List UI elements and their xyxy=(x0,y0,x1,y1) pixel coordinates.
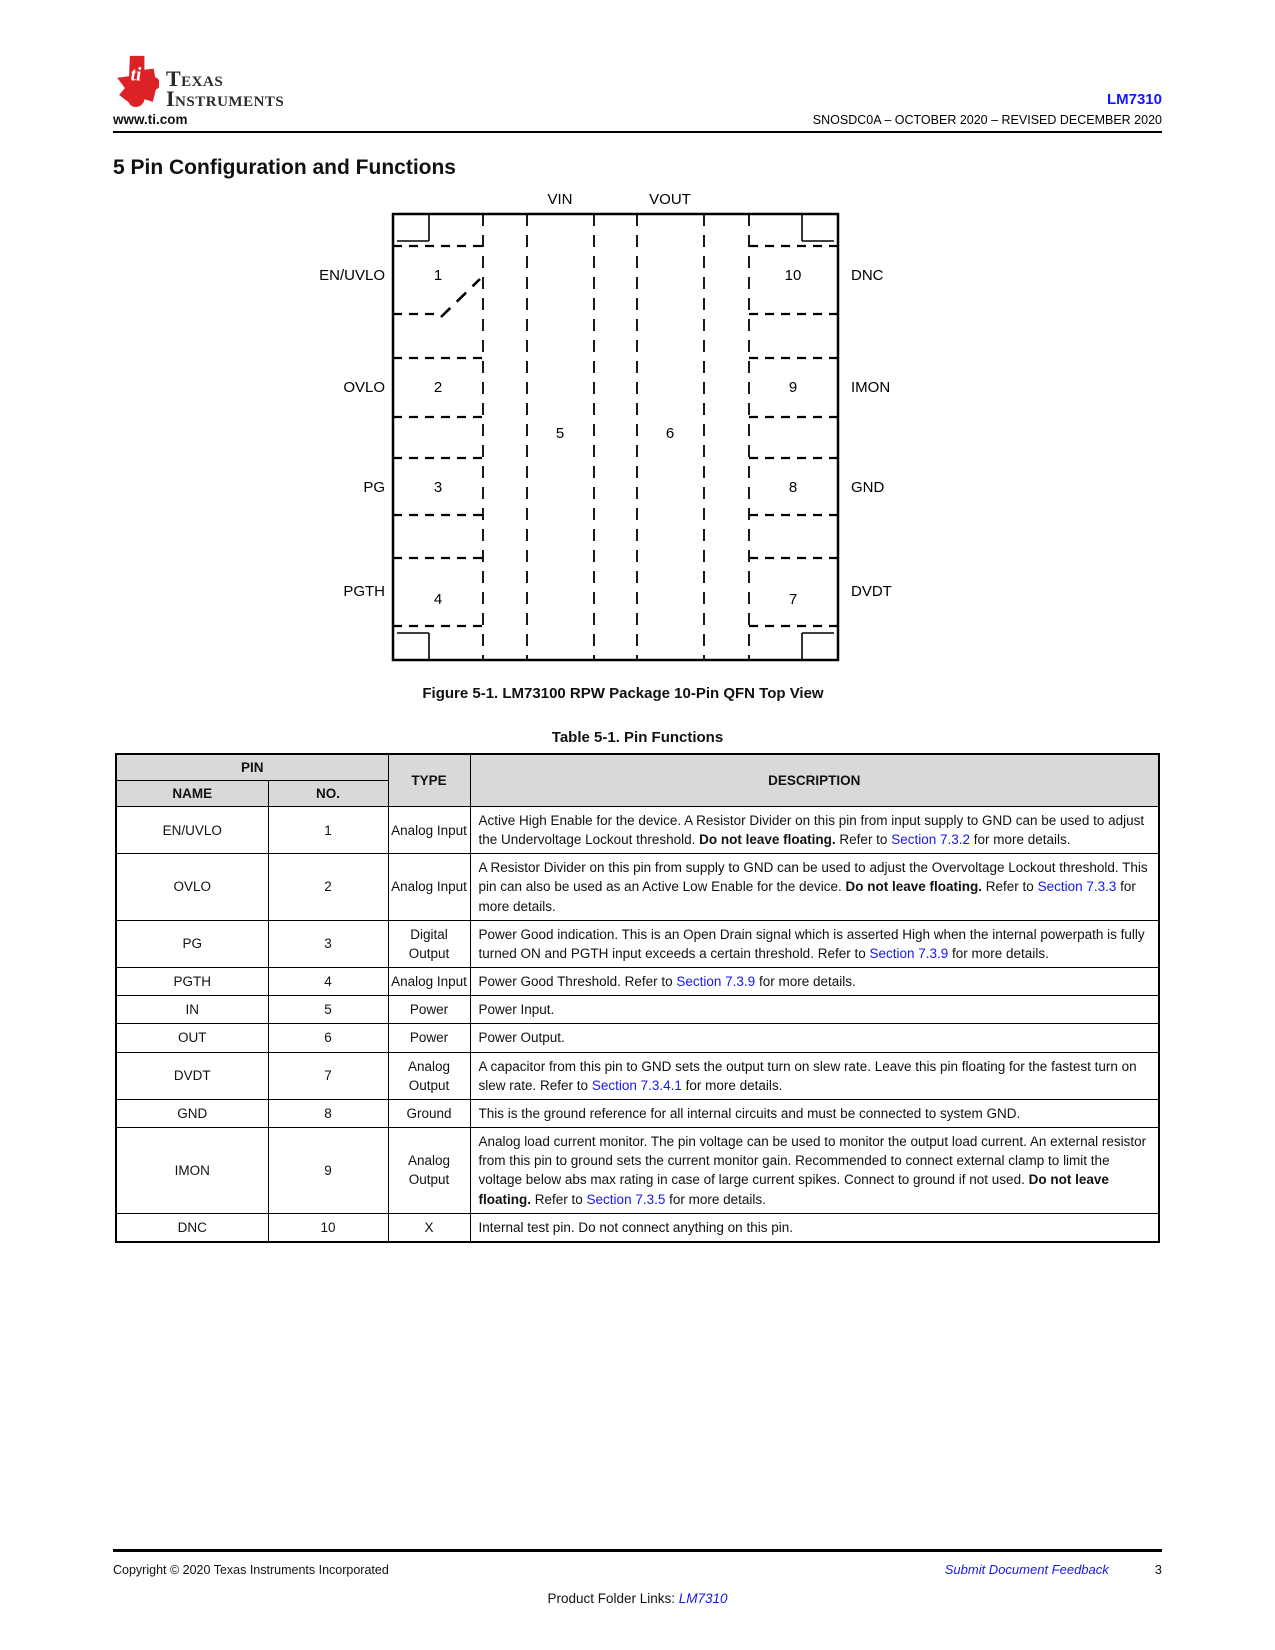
pin-name-cell: GND xyxy=(116,1099,268,1127)
header-no: NO. xyxy=(268,781,388,807)
ti-logo-icon xyxy=(113,55,159,109)
pin-type-cell: Analog Input xyxy=(388,807,470,854)
pin-number-4: 4 xyxy=(433,591,443,608)
vin-label: VIN xyxy=(547,191,573,208)
qfn-package-diagram xyxy=(273,184,973,680)
ti-bug-letters: ti xyxy=(130,64,142,86)
section-link[interactable]: Section 7.3.2 xyxy=(891,832,971,848)
pin-no-cell: 2 xyxy=(268,854,388,920)
submit-feedback-link[interactable]: Submit Document Feedback xyxy=(944,1562,1109,1577)
pin-description-cell: Power Good indication. This is an Open Drain signal which is asserted High when the internal powerpath is fully turned ON and PGTH input exceeds a certain threshold. Refer to Section 7.3.9 for more details. xyxy=(470,920,1159,967)
section-link[interactable]: Section 7.3.3 xyxy=(1037,879,1117,895)
left-pin-pads xyxy=(393,246,483,626)
pin-no-cell: 10 xyxy=(268,1213,388,1242)
pin-type-cell: Ground xyxy=(388,1099,470,1127)
pin-type-cell: Analog Input xyxy=(388,968,470,996)
pin-type-cell: Digital Output xyxy=(388,920,470,967)
pin-name-pgth: PGTH xyxy=(343,583,385,600)
pin-number-1: 1 xyxy=(433,267,443,284)
pin-name-en-uvlo: EN/UVLO xyxy=(319,267,385,284)
pin-description-cell: Power Input. xyxy=(470,996,1159,1024)
document-number-line: SNOSDC0A – OCTOBER 2020 – REVISED DECEMBER 2020 xyxy=(812,113,1162,127)
pin-no-cell: 7 xyxy=(268,1052,388,1099)
section-link[interactable]: Section 7.3.9 xyxy=(676,974,756,990)
website-text: www.ti.com xyxy=(113,112,188,127)
section-link[interactable]: Section 7.3.4.1 xyxy=(591,1077,682,1093)
pin-name-cell: IMON xyxy=(116,1128,268,1214)
pin-no-cell: 5 xyxy=(268,996,388,1024)
table-row xyxy=(116,996,1159,1024)
pin-no-cell: 1 xyxy=(268,807,388,854)
pin-number-2: 2 xyxy=(433,379,443,396)
pin-description-cell: Power Good Threshold. Refer to Section 7.3.9 for more details. xyxy=(470,968,1159,996)
pin-number-8: 8 xyxy=(788,479,798,496)
copyright-text: Copyright © 2020 Texas Instruments Incorporated xyxy=(113,1563,389,1577)
pin-name-cell: DVDT xyxy=(116,1052,268,1099)
table-row xyxy=(116,1128,1159,1214)
pin-type-cell: Analog Input xyxy=(388,854,470,920)
ti-brand-block xyxy=(113,55,284,127)
pin-type-cell: Power xyxy=(388,1024,470,1052)
figure-caption: Figure 5-1. LM73100 RPW Package 10-Pin QFN Top View xyxy=(422,685,824,702)
corner-marks xyxy=(397,214,834,660)
table-row xyxy=(116,1024,1159,1052)
pin-name-cell: PGTH xyxy=(116,968,268,996)
table-row xyxy=(116,968,1159,996)
pin-no-cell: 9 xyxy=(268,1128,388,1214)
pin-number-7: 7 xyxy=(788,591,798,608)
brand-line-1: Texas xyxy=(166,65,224,91)
header-description: DESCRIPTION xyxy=(470,754,1159,807)
bold-warning-text: Do not leave floating. xyxy=(699,832,836,848)
header-right xyxy=(813,91,1162,127)
pin-description-cell: This is the ground reference for all internal circuits and must be connected to system GND. xyxy=(470,1099,1159,1127)
section-title: 5 Pin Configuration and Functions xyxy=(113,156,456,179)
pin-description-cell: A Resistor Divider on this pin from supply to GND can be used to adjust the Overvoltage Lockout threshold. This pin can also be used as an Active Low Enable for the device. Do not leave floating. Refer to Section 7.3.3 for more details. xyxy=(470,854,1159,920)
table-title: Table 5-1. Pin Functions xyxy=(551,729,724,746)
right-pin-pads xyxy=(749,246,838,626)
pin-description-cell: A capacitor from this pin to GND sets the output turn on slew rate. Leave this pin floating for the fastest turn on slew rate. Refer to Section 7.3.4.1 for more details. xyxy=(470,1052,1159,1099)
section-link[interactable]: Section 7.3.9 xyxy=(869,945,949,961)
bold-warning-text: Do not leave floating. xyxy=(845,879,983,895)
pin-name-dvdt: DVDT xyxy=(851,583,892,600)
pin-name-cell: IN xyxy=(116,996,268,1024)
table-row xyxy=(116,1052,1159,1099)
package-outline xyxy=(393,214,838,660)
pin-name-gnd: GND xyxy=(851,479,885,496)
header-type: TYPE xyxy=(388,754,470,807)
pin-name-cell: DNC xyxy=(116,1213,268,1242)
brand-name xyxy=(166,65,285,111)
pin-description-cell: Analog load current monitor. The pin voltage can be used to monitor the output load current. An external resistor from this pin to ground sets the current monitor gain. Recommended to connect external clamp to limit the voltage below abs max rating in case of large current spikes. Connect to ground if not used. Do not leave floating. Refer to Section 7.3.5 for more details. xyxy=(470,1128,1159,1214)
brand-line-2: Instruments xyxy=(166,85,285,111)
section-link[interactable]: Section 7.3.5 xyxy=(586,1191,666,1207)
pin-1-indicator xyxy=(441,279,480,317)
pin-no-cell: 3 xyxy=(268,920,388,967)
pin-description-cell: Internal test pin. Do not connect anything on this pin. xyxy=(470,1213,1159,1242)
product-folder-link[interactable]: LM7310 xyxy=(678,1591,728,1606)
pin-description-cell: Active High Enable for the device. A Resistor Divider on this pin from input supply to GND can be used to adjust the Undervoltage Lockout threshold. Do not leave floating. Refer to Section 7.3.2 for more details. xyxy=(470,807,1159,854)
page-number: 3 xyxy=(1154,1562,1162,1577)
pin-type-cell: Analog Output xyxy=(388,1128,470,1214)
pin-name-pg: PG xyxy=(363,479,385,496)
table-row xyxy=(116,1099,1159,1127)
table-row xyxy=(116,1213,1159,1242)
pin-diagram-figure xyxy=(273,184,973,702)
header-name: NAME xyxy=(116,781,268,807)
product-folder-prefix: Product Folder Links: xyxy=(547,1591,679,1606)
page-header xyxy=(113,55,1162,133)
pin-number-9: 9 xyxy=(788,379,798,396)
page-footer xyxy=(113,1549,1162,1606)
pin-name-imon: IMON xyxy=(851,379,891,396)
pin-name-cell: OVLO xyxy=(116,854,268,920)
table-row xyxy=(116,920,1159,967)
pin-number-3: 3 xyxy=(433,479,443,496)
pin-name-cell: OUT xyxy=(116,1024,268,1052)
pin-name-cell: EN/UVLO xyxy=(116,807,268,854)
table-row xyxy=(116,807,1159,854)
part-number-link[interactable]: LM7310 xyxy=(1106,91,1162,108)
pin-type-cell: X xyxy=(388,1213,470,1242)
pin-name-ovlo: OVLO xyxy=(343,379,385,396)
pin-no-cell: 8 xyxy=(268,1099,388,1127)
pin-number-6: 6 xyxy=(665,425,675,442)
bold-warning-text: Do not leave floating. xyxy=(478,1172,1109,1207)
pin-no-cell: 4 xyxy=(268,968,388,996)
vout-label: VOUT xyxy=(649,191,691,208)
header-pin-group: PIN xyxy=(116,754,388,781)
pin-type-cell: Power xyxy=(388,996,470,1024)
pin-name-cell: PG xyxy=(116,920,268,967)
pin-description-cell: Power Output. xyxy=(470,1024,1159,1052)
pin-functions-table xyxy=(115,753,1160,1243)
table-row xyxy=(116,854,1159,920)
pin-no-cell: 6 xyxy=(268,1024,388,1052)
pad-boundary-lines xyxy=(483,214,749,660)
pin-number-5: 5 xyxy=(555,425,565,442)
pin-table-body xyxy=(116,807,1159,1242)
pin-type-cell: Analog Output xyxy=(388,1052,470,1099)
pin-name-dnc: DNC xyxy=(851,267,884,284)
pin-number-10: 10 xyxy=(784,267,802,284)
